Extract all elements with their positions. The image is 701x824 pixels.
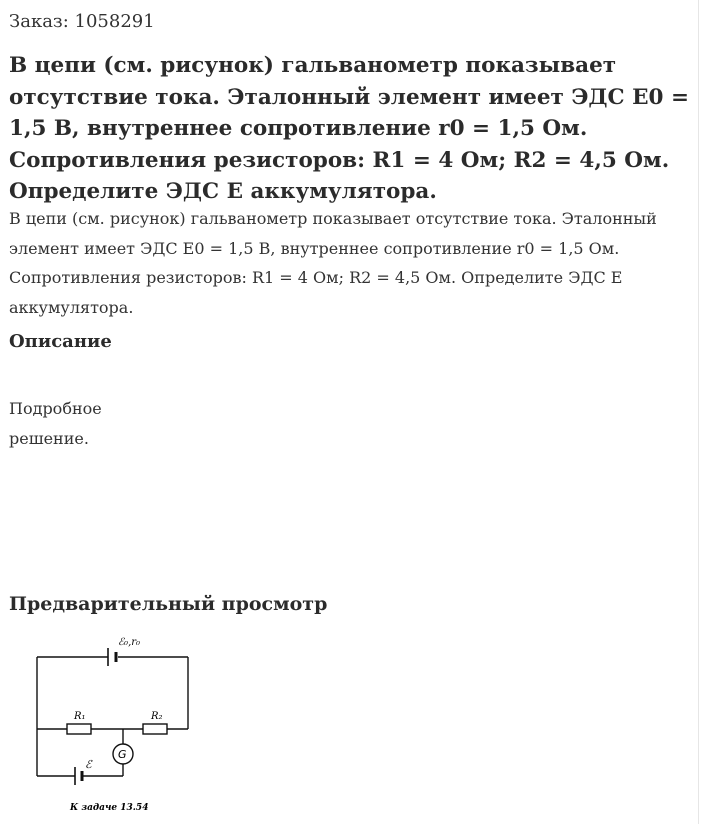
order-number: Заказ: 1058291 — [9, 11, 155, 32]
resistor-r1 — [67, 724, 91, 734]
task-text: В цепи (см. рисунок) гальванометр показывает отсутствие тока. Эталонный элемент имеет ЭДС E0 = 1,5 В, внутреннее сопротивление r0 = 1,5 Ом. Сопротивления резисторов: R1 = 4 Ом; R2 = 4,5 Ом. Определите ЭДС E аккумулятора. — [9, 209, 657, 317]
task-title: В цепи (см. рисунок) гальванометр показывает отсутствие тока. Эталонный элемент имеет ЭДС E0 = 1,5 В, внутреннее сопротивление r0 = 1,5 Ом. Сопротивления резисторов: R1 = 4 Ом; R2 = 4,5 Ом. Определите ЭДС E аккумулятора. — [9, 53, 689, 204]
label-r2: R₂ — [151, 711, 163, 722]
description-text: Подробное решение. — [9, 399, 102, 448]
preview-heading: Предварительный просмотр — [9, 593, 328, 615]
label-g: G — [118, 748, 127, 761]
circuit-diagram — [30, 630, 210, 818]
divider — [698, 0, 699, 824]
label-e0: ℰ₀,r₀ — [118, 637, 141, 648]
description-heading: Описание — [9, 331, 112, 352]
label-e: ℰ — [85, 758, 92, 771]
resistor-r2 — [143, 724, 167, 734]
label-r1: R₁ — [74, 711, 86, 722]
figure-caption: К задаче 13.54 — [70, 803, 149, 813]
